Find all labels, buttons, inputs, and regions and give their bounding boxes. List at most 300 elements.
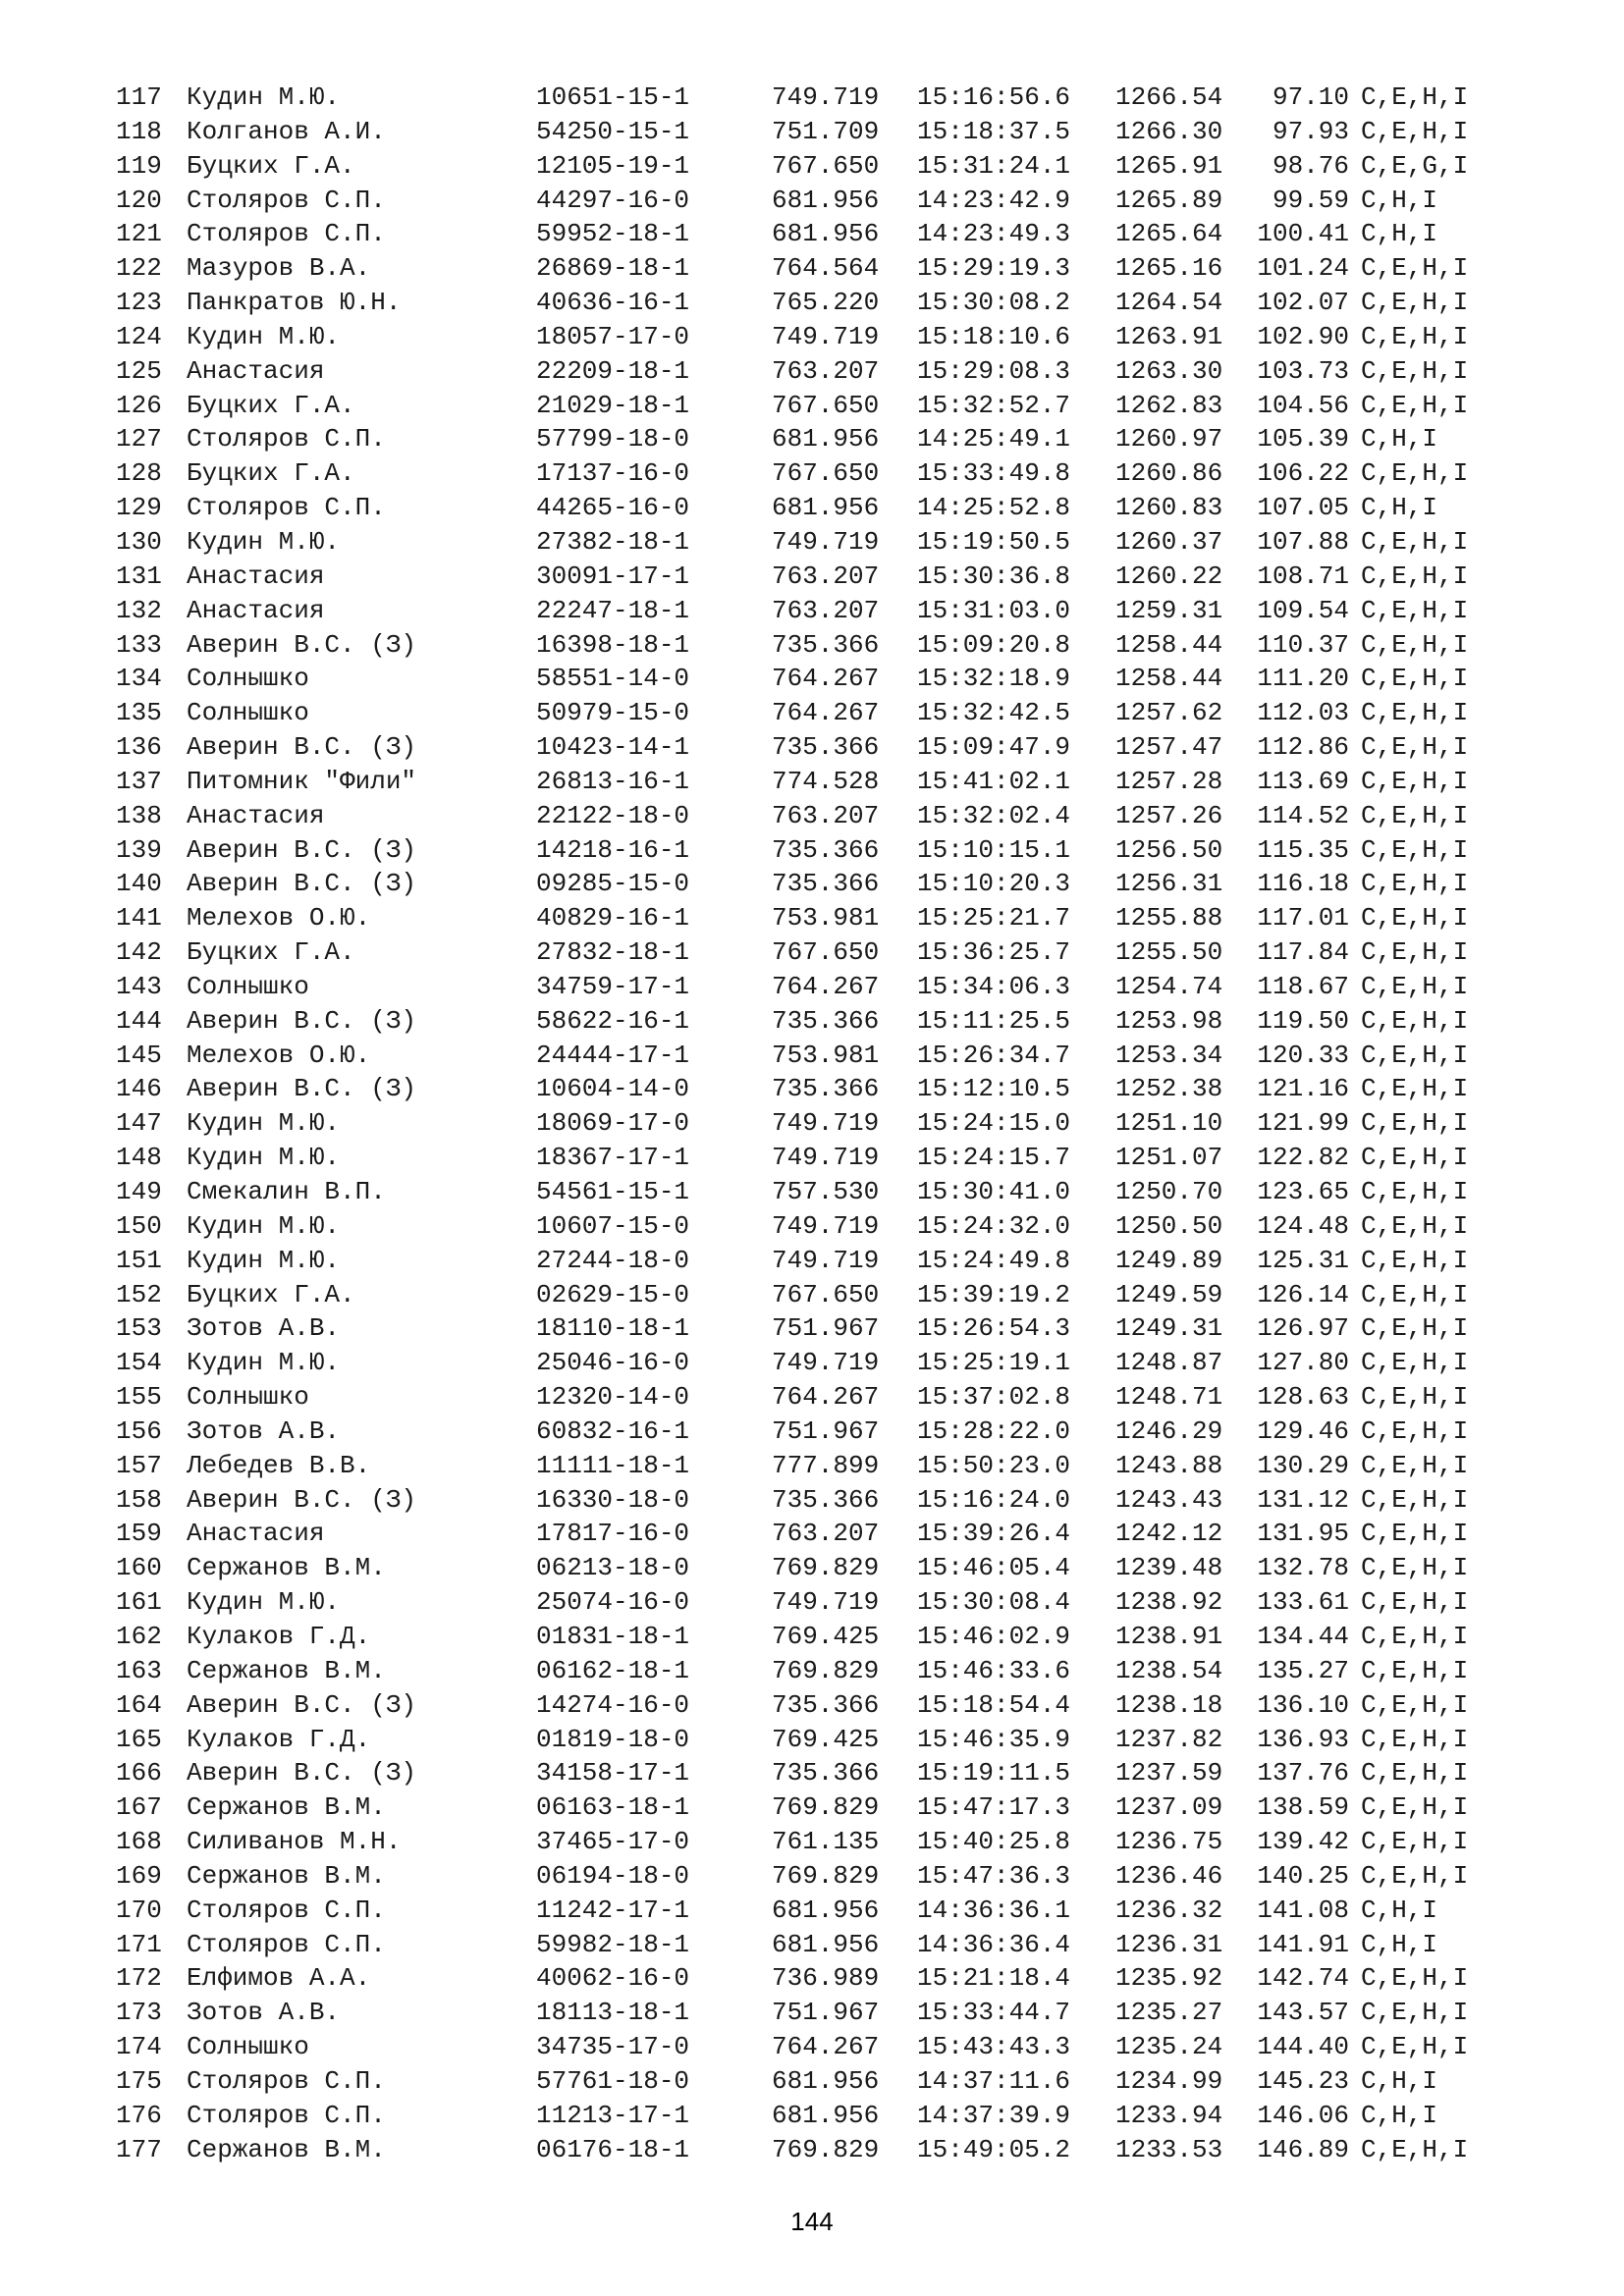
flags: C,E,H,I	[1361, 458, 1469, 489]
fancier-name: Елфимов А.А.	[187, 1963, 371, 1994]
ring-number: 18069-17-0	[536, 1108, 690, 1139]
speed: 1257.62	[1115, 698, 1223, 728]
table-row	[116, 149, 1485, 184]
fancier-name: Силиванов М.Н.	[187, 1827, 402, 1857]
table-row	[116, 80, 1485, 115]
ring-number: 26813-16-1	[536, 766, 690, 796]
speed: 1237.59	[1115, 1758, 1223, 1789]
arrival-time: 15:26:34.7	[917, 1040, 1071, 1070]
points: 136.10	[1257, 1689, 1349, 1720]
points: 136.93	[1257, 1724, 1349, 1754]
fancier-name: Сержанов В.М.	[187, 1860, 386, 1891]
results-table	[116, 80, 1485, 2166]
ring-number: 10651-15-1	[536, 82, 690, 112]
ring-number: 37465-17-0	[536, 1827, 690, 1857]
table-row	[116, 1039, 1485, 1073]
flags: C,E,H,I	[1361, 1177, 1469, 1206]
distance: 681.956	[772, 424, 880, 454]
arrival-time: 15:36:25.7	[917, 937, 1071, 968]
arrival-time: 14:36:36.1	[917, 1895, 1071, 1925]
points: 146.89	[1257, 2134, 1349, 2164]
points: 105.39	[1257, 424, 1349, 454]
table-row	[116, 1483, 1485, 1518]
place-number: 177	[116, 2134, 162, 2164]
arrival-time: 15:46:02.9	[917, 1621, 1071, 1651]
flags: C,E,H,I	[1361, 869, 1469, 899]
arrival-time: 15:24:15.0	[917, 1108, 1071, 1139]
fancier-name: Столяров С.П.	[187, 2065, 386, 2096]
fancier-name: Солнышко	[187, 698, 309, 728]
speed: 1264.54	[1115, 288, 1223, 318]
ring-number: 18057-17-0	[536, 321, 690, 351]
table-row	[116, 2133, 1485, 2167]
ring-number: 12320-14-0	[536, 1382, 690, 1413]
ring-number: 14274-16-0	[536, 1689, 690, 1720]
points: 142.74	[1257, 1963, 1349, 1994]
flags: C,E,H,I	[1361, 355, 1469, 386]
ring-number: 58622-16-1	[536, 1005, 690, 1036]
table-row	[116, 1106, 1485, 1141]
speed: 1238.91	[1115, 1621, 1223, 1651]
fancier-name: Аверин В.С. (З)	[187, 1689, 417, 1720]
table-row	[116, 1756, 1485, 1790]
ring-number: 17817-16-0	[536, 1519, 690, 1549]
distance: 735.366	[772, 1484, 880, 1515]
flags: C,H,I	[1361, 185, 1438, 215]
place-number: 144	[116, 1005, 162, 1036]
points: 135.27	[1257, 1655, 1349, 1685]
speed: 1236.32	[1115, 1895, 1223, 1925]
flags: C,E,H,I	[1361, 1587, 1469, 1618]
place-number: 142	[116, 937, 162, 968]
fancier-name: Столяров С.П.	[187, 424, 386, 454]
flags: C,E,H,I	[1361, 698, 1469, 728]
points: 100.41	[1257, 219, 1349, 249]
speed: 1256.31	[1115, 869, 1223, 899]
distance: 751.709	[772, 116, 880, 146]
place-number: 132	[116, 595, 162, 625]
speed: 1257.47	[1115, 732, 1223, 763]
flags: C,E,H,I	[1361, 1313, 1469, 1344]
points: 104.56	[1257, 390, 1349, 420]
table-row	[116, 1380, 1485, 1415]
flags: C,E,H,I	[1361, 732, 1469, 763]
place-number: 127	[116, 424, 162, 454]
fancier-name: Питомник "Фили"	[187, 766, 417, 796]
table-row	[116, 1209, 1485, 1244]
flags: C,E,H,I	[1361, 1143, 1469, 1173]
flags: C,E,H,I	[1361, 390, 1469, 420]
distance: 735.366	[772, 1005, 880, 1036]
place-number: 118	[116, 116, 162, 146]
table-row	[116, 867, 1485, 901]
place-number: 151	[116, 1245, 162, 1275]
ring-number: 22122-18-0	[536, 800, 690, 830]
fancier-name: Кудин М.Ю.	[187, 1108, 341, 1139]
flags: C,H,I	[1361, 1895, 1438, 1925]
speed: 1260.37	[1115, 526, 1223, 557]
arrival-time: 15:33:44.7	[917, 1998, 1071, 2028]
place-number: 174	[116, 2032, 162, 2062]
arrival-time: 15:33:49.8	[917, 458, 1071, 489]
speed: 1243.43	[1115, 1484, 1223, 1515]
speed: 1252.38	[1115, 1074, 1223, 1104]
table-row	[116, 1551, 1485, 1585]
points: 110.37	[1257, 629, 1349, 660]
distance: 769.829	[772, 1655, 880, 1685]
arrival-time: 15:29:08.3	[917, 355, 1071, 386]
distance: 753.981	[772, 903, 880, 934]
place-number: 139	[116, 834, 162, 865]
speed: 1260.86	[1115, 458, 1223, 489]
place-number: 126	[116, 390, 162, 420]
place-number: 130	[116, 526, 162, 557]
place-number: 133	[116, 629, 162, 660]
speed: 1253.34	[1115, 1040, 1223, 1070]
ring-number: 30091-17-1	[536, 561, 690, 591]
table-row	[116, 525, 1485, 560]
flags: C,E,H,I	[1361, 1484, 1469, 1515]
distance: 763.207	[772, 561, 880, 591]
fancier-name: Аверин В.С. (З)	[187, 834, 417, 865]
ring-number: 06176-18-1	[536, 2134, 690, 2164]
flags: C,E,H,I	[1361, 903, 1469, 934]
distance: 681.956	[772, 1929, 880, 1959]
place-number: 159	[116, 1519, 162, 1549]
speed: 1235.24	[1115, 2032, 1223, 2062]
place-number: 153	[116, 1313, 162, 1344]
distance: 764.564	[772, 253, 880, 284]
speed: 1248.87	[1115, 1348, 1223, 1378]
ring-number: 44297-16-0	[536, 185, 690, 215]
points: 97.10	[1272, 82, 1349, 112]
speed: 1255.88	[1115, 903, 1223, 934]
table-row	[116, 628, 1485, 663]
table-row	[116, 217, 1485, 251]
points: 98.76	[1272, 150, 1349, 181]
fancier-name: Сержанов В.М.	[187, 2134, 386, 2164]
speed: 1236.46	[1115, 1860, 1223, 1891]
arrival-time: 15:46:33.6	[917, 1655, 1071, 1685]
place-number: 143	[116, 971, 162, 1001]
points: 133.61	[1257, 1587, 1349, 1618]
arrival-time: 14:36:36.4	[917, 1929, 1071, 1959]
distance: 763.207	[772, 355, 880, 386]
flags: C,E,H,I	[1361, 1792, 1469, 1823]
distance: 681.956	[772, 2100, 880, 2130]
speed: 1238.18	[1115, 1689, 1223, 1720]
fancier-name: Буцких Г.А.	[187, 1279, 355, 1309]
speed: 1257.26	[1115, 800, 1223, 830]
speed: 1238.54	[1115, 1655, 1223, 1685]
table-row	[116, 1688, 1485, 1723]
flags: C,E,H,I	[1361, 561, 1469, 591]
ring-number: 21029-18-1	[536, 390, 690, 420]
table-row	[116, 1141, 1485, 1175]
flags: C,H,I	[1361, 2100, 1438, 2130]
speed: 1263.91	[1115, 321, 1223, 351]
arrival-time: 15:24:15.7	[917, 1143, 1071, 1173]
table-row	[116, 1004, 1485, 1039]
fancier-name: Лебедев В.В.	[187, 1450, 371, 1480]
flags: C,E,H,I	[1361, 526, 1469, 557]
fancier-name: Столяров С.П.	[187, 219, 386, 249]
fancier-name: Солнышко	[187, 1382, 309, 1413]
speed: 1265.16	[1115, 253, 1223, 284]
arrival-time: 15:25:19.1	[917, 1348, 1071, 1378]
flags: C,E,H,I	[1361, 1245, 1469, 1275]
points: 131.12	[1257, 1484, 1349, 1515]
fancier-name: Столяров С.П.	[187, 2100, 386, 2130]
place-number: 150	[116, 1210, 162, 1241]
flags: C,H,I	[1361, 424, 1438, 454]
arrival-time: 15:40:25.8	[917, 1827, 1071, 1857]
points: 129.46	[1257, 1415, 1349, 1446]
flags: C,E,H,I	[1361, 1724, 1469, 1754]
table-row	[116, 354, 1485, 389]
arrival-time: 15:30:08.4	[917, 1587, 1071, 1618]
points: 107.05	[1257, 493, 1349, 523]
arrival-time: 15:46:05.4	[917, 1553, 1071, 1583]
speed: 1250.70	[1115, 1177, 1223, 1206]
place-number: 138	[116, 800, 162, 830]
arrival-time: 15:32:52.7	[917, 390, 1071, 420]
ring-number: 18110-18-1	[536, 1313, 690, 1344]
fancier-name: Смекалин В.П.	[187, 1177, 386, 1206]
distance: 749.719	[772, 1108, 880, 1139]
flags: C,E,H,I	[1361, 834, 1469, 865]
fancier-name: Кудин М.Ю.	[187, 526, 341, 557]
table-row	[116, 1894, 1485, 1928]
speed: 1235.92	[1115, 1963, 1223, 1994]
ring-number: 16398-18-1	[536, 629, 690, 660]
flags: C,E,H,I	[1361, 629, 1469, 660]
speed: 1265.91	[1115, 150, 1223, 181]
speed: 1260.97	[1115, 424, 1223, 454]
place-number: 131	[116, 561, 162, 591]
flags: C,E,H,I	[1361, 1655, 1469, 1685]
flags: C,E,H,I	[1361, 1382, 1469, 1413]
table-row	[116, 2099, 1485, 2133]
fancier-name: Кулаков Г.Д.	[187, 1621, 371, 1651]
speed: 1238.92	[1115, 1587, 1223, 1618]
distance: 751.967	[772, 1998, 880, 2028]
points: 111.20	[1257, 664, 1349, 694]
speed: 1260.83	[1115, 493, 1223, 523]
distance: 681.956	[772, 493, 880, 523]
flags: C,E,H,I	[1361, 1758, 1469, 1789]
speed: 1266.30	[1115, 116, 1223, 146]
speed: 1235.27	[1115, 1998, 1223, 2028]
arrival-time: 15:21:18.4	[917, 1963, 1071, 1994]
place-number: 129	[116, 493, 162, 523]
distance: 735.366	[772, 629, 880, 660]
ring-number: 57761-18-0	[536, 2065, 690, 2096]
table-row	[116, 935, 1485, 970]
distance: 767.650	[772, 458, 880, 489]
ring-number: 01831-18-1	[536, 1621, 690, 1651]
arrival-time: 15:41:02.1	[917, 766, 1071, 796]
points: 141.08	[1257, 1895, 1349, 1925]
place-number: 157	[116, 1450, 162, 1480]
table-row	[116, 1928, 1485, 1962]
distance: 749.719	[772, 1143, 880, 1173]
place-number: 124	[116, 321, 162, 351]
flags: C,E,H,I	[1361, 1040, 1469, 1070]
distance: 749.719	[772, 82, 880, 112]
speed: 1253.98	[1115, 1005, 1223, 1036]
arrival-time: 15:19:50.5	[917, 526, 1071, 557]
points: 116.18	[1257, 869, 1349, 899]
fancier-name: Зотов А.В.	[187, 1415, 341, 1446]
flags: C,E,H,I	[1361, 1553, 1469, 1583]
points: 117.84	[1257, 937, 1349, 968]
ring-number: 06194-18-0	[536, 1860, 690, 1891]
ring-number: 11111-18-1	[536, 1450, 690, 1480]
arrival-time: 15:09:47.9	[917, 732, 1071, 763]
speed: 1266.54	[1115, 82, 1223, 112]
points: 130.29	[1257, 1450, 1349, 1480]
fancier-name: Аверин В.С. (З)	[187, 629, 417, 660]
fancier-name: Аверин В.С. (З)	[187, 869, 417, 899]
fancier-name: Колганов А.И.	[187, 116, 386, 146]
page-number: 144	[790, 2207, 834, 2236]
distance: 736.989	[772, 1963, 880, 1994]
arrival-time: 14:23:42.9	[917, 185, 1071, 215]
table-row	[116, 456, 1485, 491]
place-number: 164	[116, 1689, 162, 1720]
distance: 769.829	[772, 1792, 880, 1823]
arrival-time: 15:18:37.5	[917, 116, 1071, 146]
ring-number: 02629-15-0	[536, 1279, 690, 1309]
table-row	[116, 115, 1485, 149]
fancier-name: Кудин М.Ю.	[187, 1143, 341, 1173]
points: 101.24	[1257, 253, 1349, 284]
place-number: 171	[116, 1929, 162, 1959]
flags: C,E,H,I	[1361, 1348, 1469, 1378]
table-row	[116, 1346, 1485, 1380]
flags: C,E,H,I	[1361, 1108, 1469, 1139]
points: 124.48	[1257, 1210, 1349, 1241]
place-number: 146	[116, 1074, 162, 1104]
speed: 1251.10	[1115, 1108, 1223, 1139]
distance: 767.650	[772, 150, 880, 181]
place-number: 163	[116, 1655, 162, 1685]
speed: 1255.50	[1115, 937, 1223, 968]
place-number: 134	[116, 664, 162, 694]
speed: 1249.31	[1115, 1313, 1223, 1344]
arrival-time: 14:25:49.1	[917, 424, 1071, 454]
arrival-time: 15:47:36.3	[917, 1860, 1071, 1891]
fancier-name: Аверин В.С. (З)	[187, 1074, 417, 1104]
arrival-time: 15:11:25.5	[917, 1005, 1071, 1036]
points: 134.44	[1257, 1621, 1349, 1651]
table-row	[116, 320, 1485, 354]
points: 145.23	[1257, 2065, 1349, 2096]
arrival-time: 15:18:10.6	[917, 321, 1071, 351]
distance: 774.528	[772, 766, 880, 796]
flags: C,E,H,I	[1361, 1998, 1469, 2028]
arrival-time: 15:16:56.6	[917, 82, 1071, 112]
place-number: 148	[116, 1143, 162, 1173]
place-number: 166	[116, 1758, 162, 1789]
ring-number: 34759-17-1	[536, 971, 690, 1001]
ring-number: 06163-18-1	[536, 1792, 690, 1823]
points: 114.52	[1257, 800, 1349, 830]
fancier-name: Мелехов О.Ю.	[187, 1040, 371, 1070]
ring-number: 22247-18-1	[536, 595, 690, 625]
speed: 1237.09	[1115, 1792, 1223, 1823]
distance: 735.366	[772, 869, 880, 899]
ring-number: 34735-17-0	[536, 2032, 690, 2062]
table-row	[116, 1244, 1485, 1278]
distance: 763.207	[772, 1519, 880, 1549]
speed: 1265.64	[1115, 219, 1223, 249]
arrival-time: 15:49:05.2	[917, 2134, 1071, 2164]
place-number: 147	[116, 1108, 162, 1139]
table-row	[116, 1996, 1485, 2030]
speed: 1242.12	[1115, 1519, 1223, 1549]
ring-number: 17137-16-0	[536, 458, 690, 489]
place-number: 167	[116, 1792, 162, 1823]
flags: C,E,H,I	[1361, 1074, 1469, 1104]
arrival-time: 15:28:22.0	[917, 1415, 1071, 1446]
arrival-time: 15:30:36.8	[917, 561, 1071, 591]
speed: 1239.48	[1115, 1553, 1223, 1583]
points: 138.59	[1257, 1792, 1349, 1823]
arrival-time: 14:37:39.9	[917, 2100, 1071, 2130]
ring-number: 54250-15-1	[536, 116, 690, 146]
points: 106.22	[1257, 458, 1349, 489]
fancier-name: Буцких Г.А.	[187, 390, 355, 420]
fancier-name: Анастасия	[187, 1519, 325, 1549]
distance: 749.719	[772, 1210, 880, 1241]
distance: 767.650	[772, 1279, 880, 1309]
fancier-name: Анастасия	[187, 355, 325, 386]
speed: 1246.29	[1115, 1415, 1223, 1446]
place-number: 158	[116, 1484, 162, 1515]
place-number: 136	[116, 732, 162, 763]
speed: 1251.07	[1115, 1143, 1223, 1173]
place-number: 128	[116, 458, 162, 489]
place-number: 122	[116, 253, 162, 284]
points: 112.86	[1257, 732, 1349, 763]
place-number: 149	[116, 1177, 162, 1206]
place-number: 169	[116, 1860, 162, 1891]
ring-number: 16330-18-0	[536, 1484, 690, 1515]
distance: 749.719	[772, 1348, 880, 1378]
flags: C,E,H,I	[1361, 321, 1469, 351]
fancier-name: Солнышко	[187, 664, 309, 694]
flags: C,E,H,I	[1361, 1279, 1469, 1309]
points: 137.76	[1257, 1758, 1349, 1789]
arrival-time: 15:29:19.3	[917, 253, 1071, 284]
flags: C,H,I	[1361, 493, 1438, 523]
fancier-name: Аверин В.С. (З)	[187, 1758, 417, 1789]
flags: C,E,H,I	[1361, 1963, 1469, 1994]
ring-number: 01819-18-0	[536, 1724, 690, 1754]
fancier-name: Буцких Г.А.	[187, 937, 355, 968]
points: 141.91	[1257, 1929, 1349, 1959]
place-number: 162	[116, 1621, 162, 1651]
place-number: 141	[116, 903, 162, 934]
fancier-name: Солнышко	[187, 2032, 309, 2062]
flags: C,E,H,I	[1361, 1689, 1469, 1720]
distance: 735.366	[772, 1074, 880, 1104]
table-row	[116, 765, 1485, 799]
arrival-time: 15:43:43.3	[917, 2032, 1071, 2062]
distance: 735.366	[772, 732, 880, 763]
